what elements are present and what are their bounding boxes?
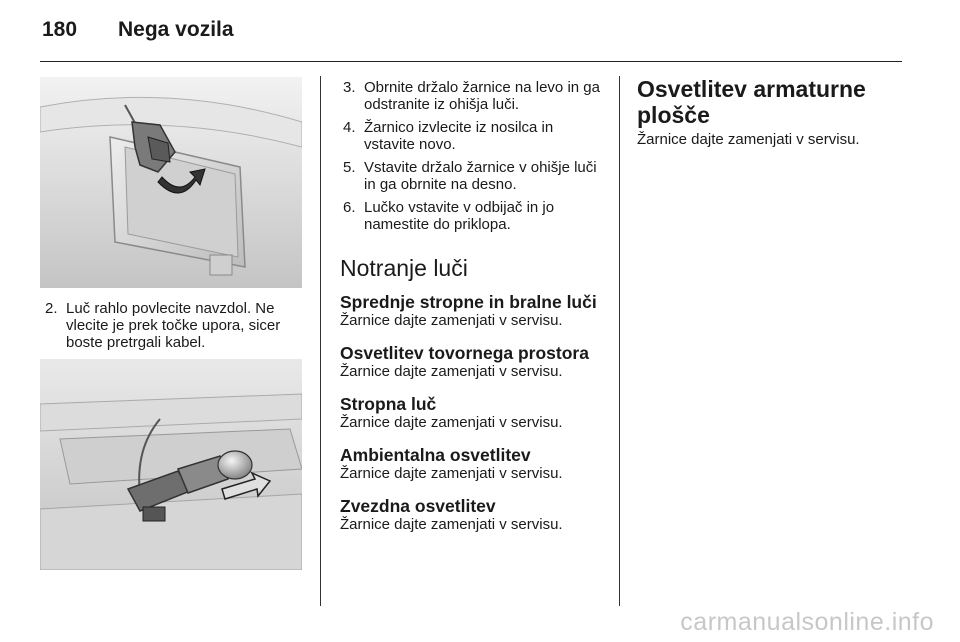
step-number: 3. [343,79,356,96]
subsection-text: Žarnice dajte zamenjati v servisu. [340,516,563,533]
subsection-title: Ambientalna osvetlitev [340,445,531,465]
page-header [42,18,234,48]
step-list [45,300,307,357]
watermark: carmanualsonline.info [680,608,934,636]
section-text: Žarnice dajte zamenjati v servisu. [637,131,860,148]
subsection-title: Stropna luč [340,394,437,414]
list-item [343,199,603,233]
section-title: Nega vozila [118,18,234,41]
step-list [343,79,603,239]
section-heading-line1: Osvetlitev armaturne [637,76,866,102]
step-text: Luč rahlo povlecite navzdol. Ne vlecite je prek točke upora, sicer boste pretrgali kabel. [66,300,281,351]
subsection-text: Žarnice dajte zamenjati v servisu. [340,414,563,431]
figure-bulb-removal [40,359,302,570]
step-number: 4. [343,119,356,136]
instrument-panel-lighting-section [637,76,907,162]
step-number: 5. [343,159,356,176]
header-rule [40,61,902,62]
subsection-title: Osvetlitev tovornega prostora [340,343,589,363]
page-number: 180 [42,18,78,41]
step-text: Lučko vstavite v odbijač in jo namestite do priklopa. [364,199,555,233]
step-text: Žarnico izvlecite iz nosilca in vstavite novo. [364,119,554,153]
step-number: 6. [343,199,356,216]
list-item [343,119,603,153]
list-item [45,300,307,351]
subsection-title: Zvezdna osvetlitev [340,496,496,516]
subsection-title: Sprednje stropne in bralne luči [340,292,597,312]
subsection-text: Žarnice dajte zamenjati v servisu. [340,312,563,329]
step-number: 2. [45,300,58,317]
bulb-removal-illustration [40,359,302,570]
step-text: Obrnite držalo žarnice na levo in ga odstranite iz ohišja luči. [364,79,600,113]
list-item [343,79,603,113]
interior-lights-section [340,254,610,547]
figure-lamp-housing [40,77,302,288]
subsection-text: Žarnice dajte zamenjati v servisu. [340,363,563,380]
column-divider [320,76,321,606]
section-heading [637,76,907,128]
list-item [343,159,603,193]
step-text: Vstavite držalo žarnice v ohišje luči in ga obrnite na desno. [364,159,597,193]
subsection-text: Žarnice dajte zamenjati v servisu. [340,465,563,482]
section-heading-line2: plošče [637,102,710,128]
lamp-housing-illustration [40,77,302,288]
section-heading: Notranje luči [340,255,468,281]
column-divider [619,76,620,606]
